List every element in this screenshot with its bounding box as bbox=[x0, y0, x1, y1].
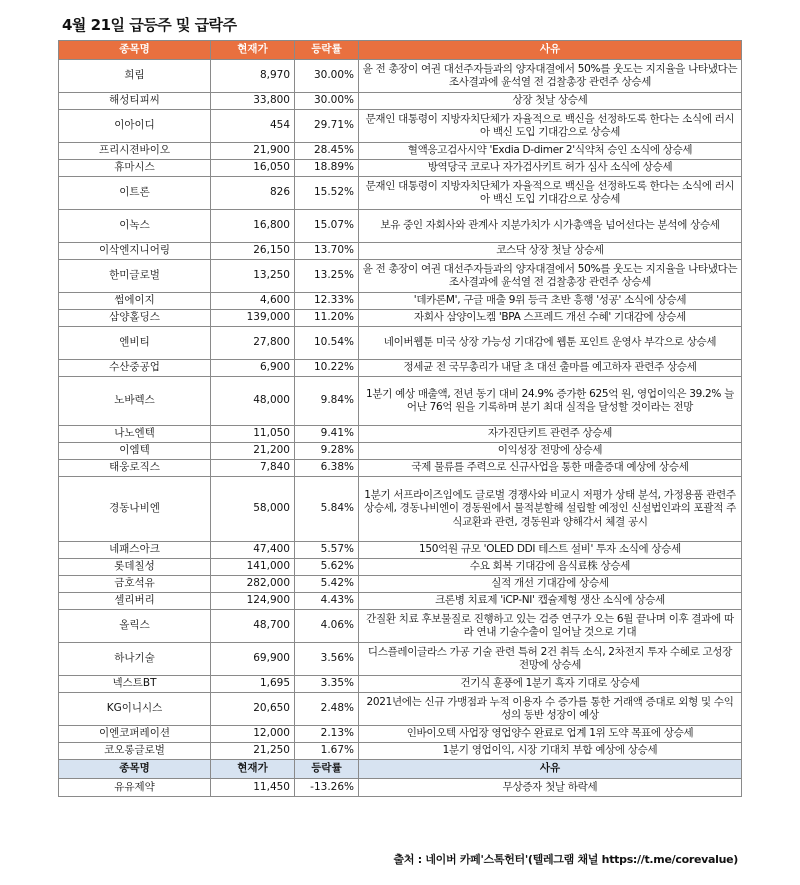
stock-name: 한미글로벌 bbox=[59, 260, 211, 293]
table-row bbox=[59, 310, 742, 327]
stock-change: 10.22% bbox=[295, 360, 359, 377]
stock-reason: 문재인 대통령이 지방자치단체가 자율적으로 백신을 선정하도록 한다는 소식에 러시아 백신 도입 기대감으로 상승세 bbox=[359, 177, 742, 210]
stock-name: 이아이디 bbox=[59, 110, 211, 143]
table-row bbox=[59, 243, 742, 260]
header-price: 현재가 bbox=[211, 41, 295, 60]
stock-price: 58,000 bbox=[211, 477, 295, 542]
stock-reason: 1분기 영업이익, 시장 기대치 부합 예상에 상승세 bbox=[359, 743, 742, 760]
table-row bbox=[59, 676, 742, 693]
header-name: 종목명 bbox=[59, 41, 211, 60]
stock-change: 5.42% bbox=[295, 576, 359, 593]
stock-reason: 간질환 치료 후보물질로 진행하고 있는 검증 연구가 오는 6월 끝나며 이후 결과에 따라 연내 기술수출이 일어날 것으로 기대 bbox=[359, 610, 742, 643]
table-row bbox=[59, 210, 742, 243]
stock-change: 15.52% bbox=[295, 177, 359, 210]
table-row bbox=[59, 743, 742, 760]
stock-name: 이엔코퍼레이션 bbox=[59, 726, 211, 743]
stock-name: 노바렉스 bbox=[59, 377, 211, 426]
stock-price: 11,450 bbox=[211, 779, 295, 797]
stock-reason: 자가진단키트 관련주 상승세 bbox=[359, 426, 742, 443]
table-row bbox=[59, 693, 742, 726]
header-reason: 사유 bbox=[359, 41, 742, 60]
stock-name: 이엠텍 bbox=[59, 443, 211, 460]
stock-reason: 150억원 규모 'OLED DDI 테스트 설비' 투자 소식에 상승세 bbox=[359, 542, 742, 559]
stock-name: 유유제약 bbox=[59, 779, 211, 797]
table-row bbox=[59, 542, 742, 559]
stock-name: 코오롱글로벌 bbox=[59, 743, 211, 760]
stock-reason: 실적 개선 기대감에 상승세 bbox=[359, 576, 742, 593]
stock-price: 21,250 bbox=[211, 743, 295, 760]
stock-change: 3.56% bbox=[295, 643, 359, 676]
stock-change: 9.41% bbox=[295, 426, 359, 443]
table-row bbox=[59, 426, 742, 443]
table-row bbox=[59, 576, 742, 593]
stock-change: -13.26% bbox=[295, 779, 359, 797]
stock-change: 5.57% bbox=[295, 542, 359, 559]
stock-name: 휴마시스 bbox=[59, 160, 211, 177]
table-row bbox=[59, 260, 742, 293]
table-row bbox=[59, 177, 742, 210]
stock-reason: 방역당국 코로나 자가검사키트 허가 심사 소식에 상승세 bbox=[359, 160, 742, 177]
table-row bbox=[59, 327, 742, 360]
stock-reason: '데카론M', 구글 매출 9위 등극 초반 흥행 '성공' 소식에 상승세 bbox=[359, 293, 742, 310]
stock-change: 5.84% bbox=[295, 477, 359, 542]
table-row bbox=[59, 110, 742, 143]
stock-reason: 1분기 서프라이즈임에도 글로벌 경쟁사와 비교시 저평가 상태 분석, 가정용품 관련주 상승세, 경동나비엔이 경동원에서 물적분할해 설립할 예정인 신설법인과의 포괄적 주식교환과 관련, 경동원과 양해각서 체결 공시 bbox=[359, 477, 742, 542]
stock-name: 수산중공업 bbox=[59, 360, 211, 377]
stock-reason: 윤 전 총장이 여권 대선주자들과의 양자대결에서 50%를 웃도는 지지율을 나타냈다는 조사결과에 윤석열 전 검찰총장 관련주 상승세 bbox=[359, 260, 742, 293]
table-row bbox=[59, 60, 742, 93]
stock-change: 13.70% bbox=[295, 243, 359, 260]
stock-reason: 크론병 치료제 'iCP-NI' 캡슐제형 생산 소식에 상승세 bbox=[359, 593, 742, 610]
stock-name: 금호석유 bbox=[59, 576, 211, 593]
header-reason: 사유 bbox=[359, 760, 742, 779]
stock-change: 5.62% bbox=[295, 559, 359, 576]
stock-price: 21,200 bbox=[211, 443, 295, 460]
stock-change: 10.54% bbox=[295, 327, 359, 360]
stock-price: 16,050 bbox=[211, 160, 295, 177]
stock-reason: 네이버웹툰 미국 상장 가능성 기대감에 웹툰 포인트 운영사 부각으로 상승세 bbox=[359, 327, 742, 360]
stock-price: 1,695 bbox=[211, 676, 295, 693]
stock-reason: 1분기 예상 매출액, 전년 동기 대비 24.9% 증가한 625억 원, 영업이익은 39.2% 늘어난 76억 원을 기록하며 분기 최대 실적을 달성할 것이라는 전망 bbox=[359, 377, 742, 426]
table-row bbox=[59, 610, 742, 643]
table-row bbox=[59, 93, 742, 110]
table-row bbox=[59, 360, 742, 377]
stock-price: 12,000 bbox=[211, 726, 295, 743]
stock-price: 11,050 bbox=[211, 426, 295, 443]
stock-name: 롯데칠성 bbox=[59, 559, 211, 576]
stock-reason: 윤 전 총장이 여권 대선주자들과의 양자대결에서 50%를 웃도는 지지율을 나타냈다는 조사결과에 윤석열 전 검찰총장 관련주 상승세 bbox=[359, 60, 742, 93]
stock-price: 69,900 bbox=[211, 643, 295, 676]
stock-reason: 문재인 대통령이 지방자치단체가 자율적으로 백신을 선정하도록 한다는 소식에 러시아 백신 도입 기대감으로 상승세 bbox=[359, 110, 742, 143]
stock-price: 13,250 bbox=[211, 260, 295, 293]
stock-reason: 혈액응고검사시약 'Exdia D-dimer 2'식약처 승인 소식에 상승세 bbox=[359, 143, 742, 160]
stock-reason: 건기식 훈풍에 1분기 흑자 기대로 상승세 bbox=[359, 676, 742, 693]
header-change: 등락률 bbox=[295, 760, 359, 779]
stock-change: 30.00% bbox=[295, 93, 359, 110]
table-row bbox=[59, 293, 742, 310]
stock-name: 넥스트BT bbox=[59, 676, 211, 693]
stock-change: 12.33% bbox=[295, 293, 359, 310]
stock-name: KG이니시스 bbox=[59, 693, 211, 726]
table-row bbox=[59, 643, 742, 676]
report-title: 4월 21일 급등주 및 급락주 bbox=[62, 16, 237, 34]
stock-price: 20,650 bbox=[211, 693, 295, 726]
stock-price: 4,600 bbox=[211, 293, 295, 310]
stock-change: 1.67% bbox=[295, 743, 359, 760]
stock-change: 15.07% bbox=[295, 210, 359, 243]
stock-name: 네패스아크 bbox=[59, 542, 211, 559]
stock-change: 13.25% bbox=[295, 260, 359, 293]
table-row bbox=[59, 460, 742, 477]
stock-price: 33,800 bbox=[211, 93, 295, 110]
stock-reason: 인바이오텍 사업장 영업양수 완료로 업계 1위 도약 목표에 상승세 bbox=[359, 726, 742, 743]
stock-change: 6.38% bbox=[295, 460, 359, 477]
stock-name: 태웅로직스 bbox=[59, 460, 211, 477]
stock-name: 경동나비엔 bbox=[59, 477, 211, 542]
stock-name: 이트론 bbox=[59, 177, 211, 210]
stock-change: 4.06% bbox=[295, 610, 359, 643]
stock-price: 826 bbox=[211, 177, 295, 210]
source-note: 출처 : 네이버 카페'스톡헌터'(텔레그램 채널 https://t.me/corevalue) bbox=[393, 853, 738, 866]
stock-price: 7,840 bbox=[211, 460, 295, 477]
stock-name: 올릭스 bbox=[59, 610, 211, 643]
table-row bbox=[59, 726, 742, 743]
stock-change: 9.28% bbox=[295, 443, 359, 460]
stock-name: 해성티피씨 bbox=[59, 93, 211, 110]
stock-name: 이녹스 bbox=[59, 210, 211, 243]
stock-price: 26,150 bbox=[211, 243, 295, 260]
stock-change: 9.84% bbox=[295, 377, 359, 426]
stock-price: 48,700 bbox=[211, 610, 295, 643]
stock-reason: 이익성장 전망에 상승세 bbox=[359, 443, 742, 460]
header-price: 현재가 bbox=[211, 760, 295, 779]
gainers-header-row bbox=[59, 41, 742, 60]
stock-change: 3.35% bbox=[295, 676, 359, 693]
stock-reason: 국제 물류를 주력으로 신규사업을 통한 매출증대 예상에 상승세 bbox=[359, 460, 742, 477]
stock-change: 18.89% bbox=[295, 160, 359, 177]
stock-name: 썸에이지 bbox=[59, 293, 211, 310]
stock-name: 프리시젼바이오 bbox=[59, 143, 211, 160]
losers-header-row bbox=[59, 760, 742, 779]
stock-price: 47,400 bbox=[211, 542, 295, 559]
stock-price: 454 bbox=[211, 110, 295, 143]
stock-price: 141,000 bbox=[211, 559, 295, 576]
stock-reason: 정세균 전 국무총리가 내달 초 대선 출마를 예고하자 관련주 상승세 bbox=[359, 360, 742, 377]
stock-price: 48,000 bbox=[211, 377, 295, 426]
table-row bbox=[59, 779, 742, 797]
stock-name: 삼양홀딩스 bbox=[59, 310, 211, 327]
table-row bbox=[59, 443, 742, 460]
stock-change: 2.13% bbox=[295, 726, 359, 743]
table-row bbox=[59, 160, 742, 177]
stock-name: 이삭엔지니어링 bbox=[59, 243, 211, 260]
stock-price: 124,900 bbox=[211, 593, 295, 610]
stock-reason: 수요 회복 기대감에 음식료株 상승세 bbox=[359, 559, 742, 576]
table-row bbox=[59, 559, 742, 576]
table-row bbox=[59, 143, 742, 160]
stock-price: 21,900 bbox=[211, 143, 295, 160]
stock-change: 29.71% bbox=[295, 110, 359, 143]
stock-price: 16,800 bbox=[211, 210, 295, 243]
stock-name: 하나기술 bbox=[59, 643, 211, 676]
header-name: 종목명 bbox=[59, 760, 211, 779]
stock-price: 8,970 bbox=[211, 60, 295, 93]
stock-name: 엔비티 bbox=[59, 327, 211, 360]
stock-reason: 무상증자 첫날 하락세 bbox=[359, 779, 742, 797]
stock-reason: 자회사 삼양이노켐 'BPA 스프레드 개선 수혜' 기대감에 상승세 bbox=[359, 310, 742, 327]
stock-reason: 상장 첫날 상승세 bbox=[359, 93, 742, 110]
stock-table bbox=[58, 40, 742, 797]
stock-reason: 보유 중인 자회사와 관계사 지분가치가 시가총액을 넘어선다는 분석에 상승세 bbox=[359, 210, 742, 243]
stock-change: 2.48% bbox=[295, 693, 359, 726]
stock-price: 27,800 bbox=[211, 327, 295, 360]
stock-change: 30.00% bbox=[295, 60, 359, 93]
stock-change: 4.43% bbox=[295, 593, 359, 610]
stock-reason: 디스플레이글라스 가공 기술 관련 특허 2건 취득 소식, 2차전지 투자 수혜로 고성장 전망에 상승세 bbox=[359, 643, 742, 676]
stock-name: 나노엔텍 bbox=[59, 426, 211, 443]
stock-reason: 2021년에는 신규 가맹점과 누적 이용자 수 증가를 통한 거래액 증대로 외형 및 수익성의 동반 성장이 예상 bbox=[359, 693, 742, 726]
stock-change: 11.20% bbox=[295, 310, 359, 327]
table-row bbox=[59, 477, 742, 542]
stock-price: 282,000 bbox=[211, 576, 295, 593]
table-row bbox=[59, 593, 742, 610]
stock-change: 28.45% bbox=[295, 143, 359, 160]
header-change: 등락률 bbox=[295, 41, 359, 60]
stock-name: 희림 bbox=[59, 60, 211, 93]
stock-price: 6,900 bbox=[211, 360, 295, 377]
stock-price: 139,000 bbox=[211, 310, 295, 327]
table-row bbox=[59, 377, 742, 426]
stock-reason: 코스닥 상장 첫날 상승세 bbox=[359, 243, 742, 260]
stock-name: 셀리버리 bbox=[59, 593, 211, 610]
